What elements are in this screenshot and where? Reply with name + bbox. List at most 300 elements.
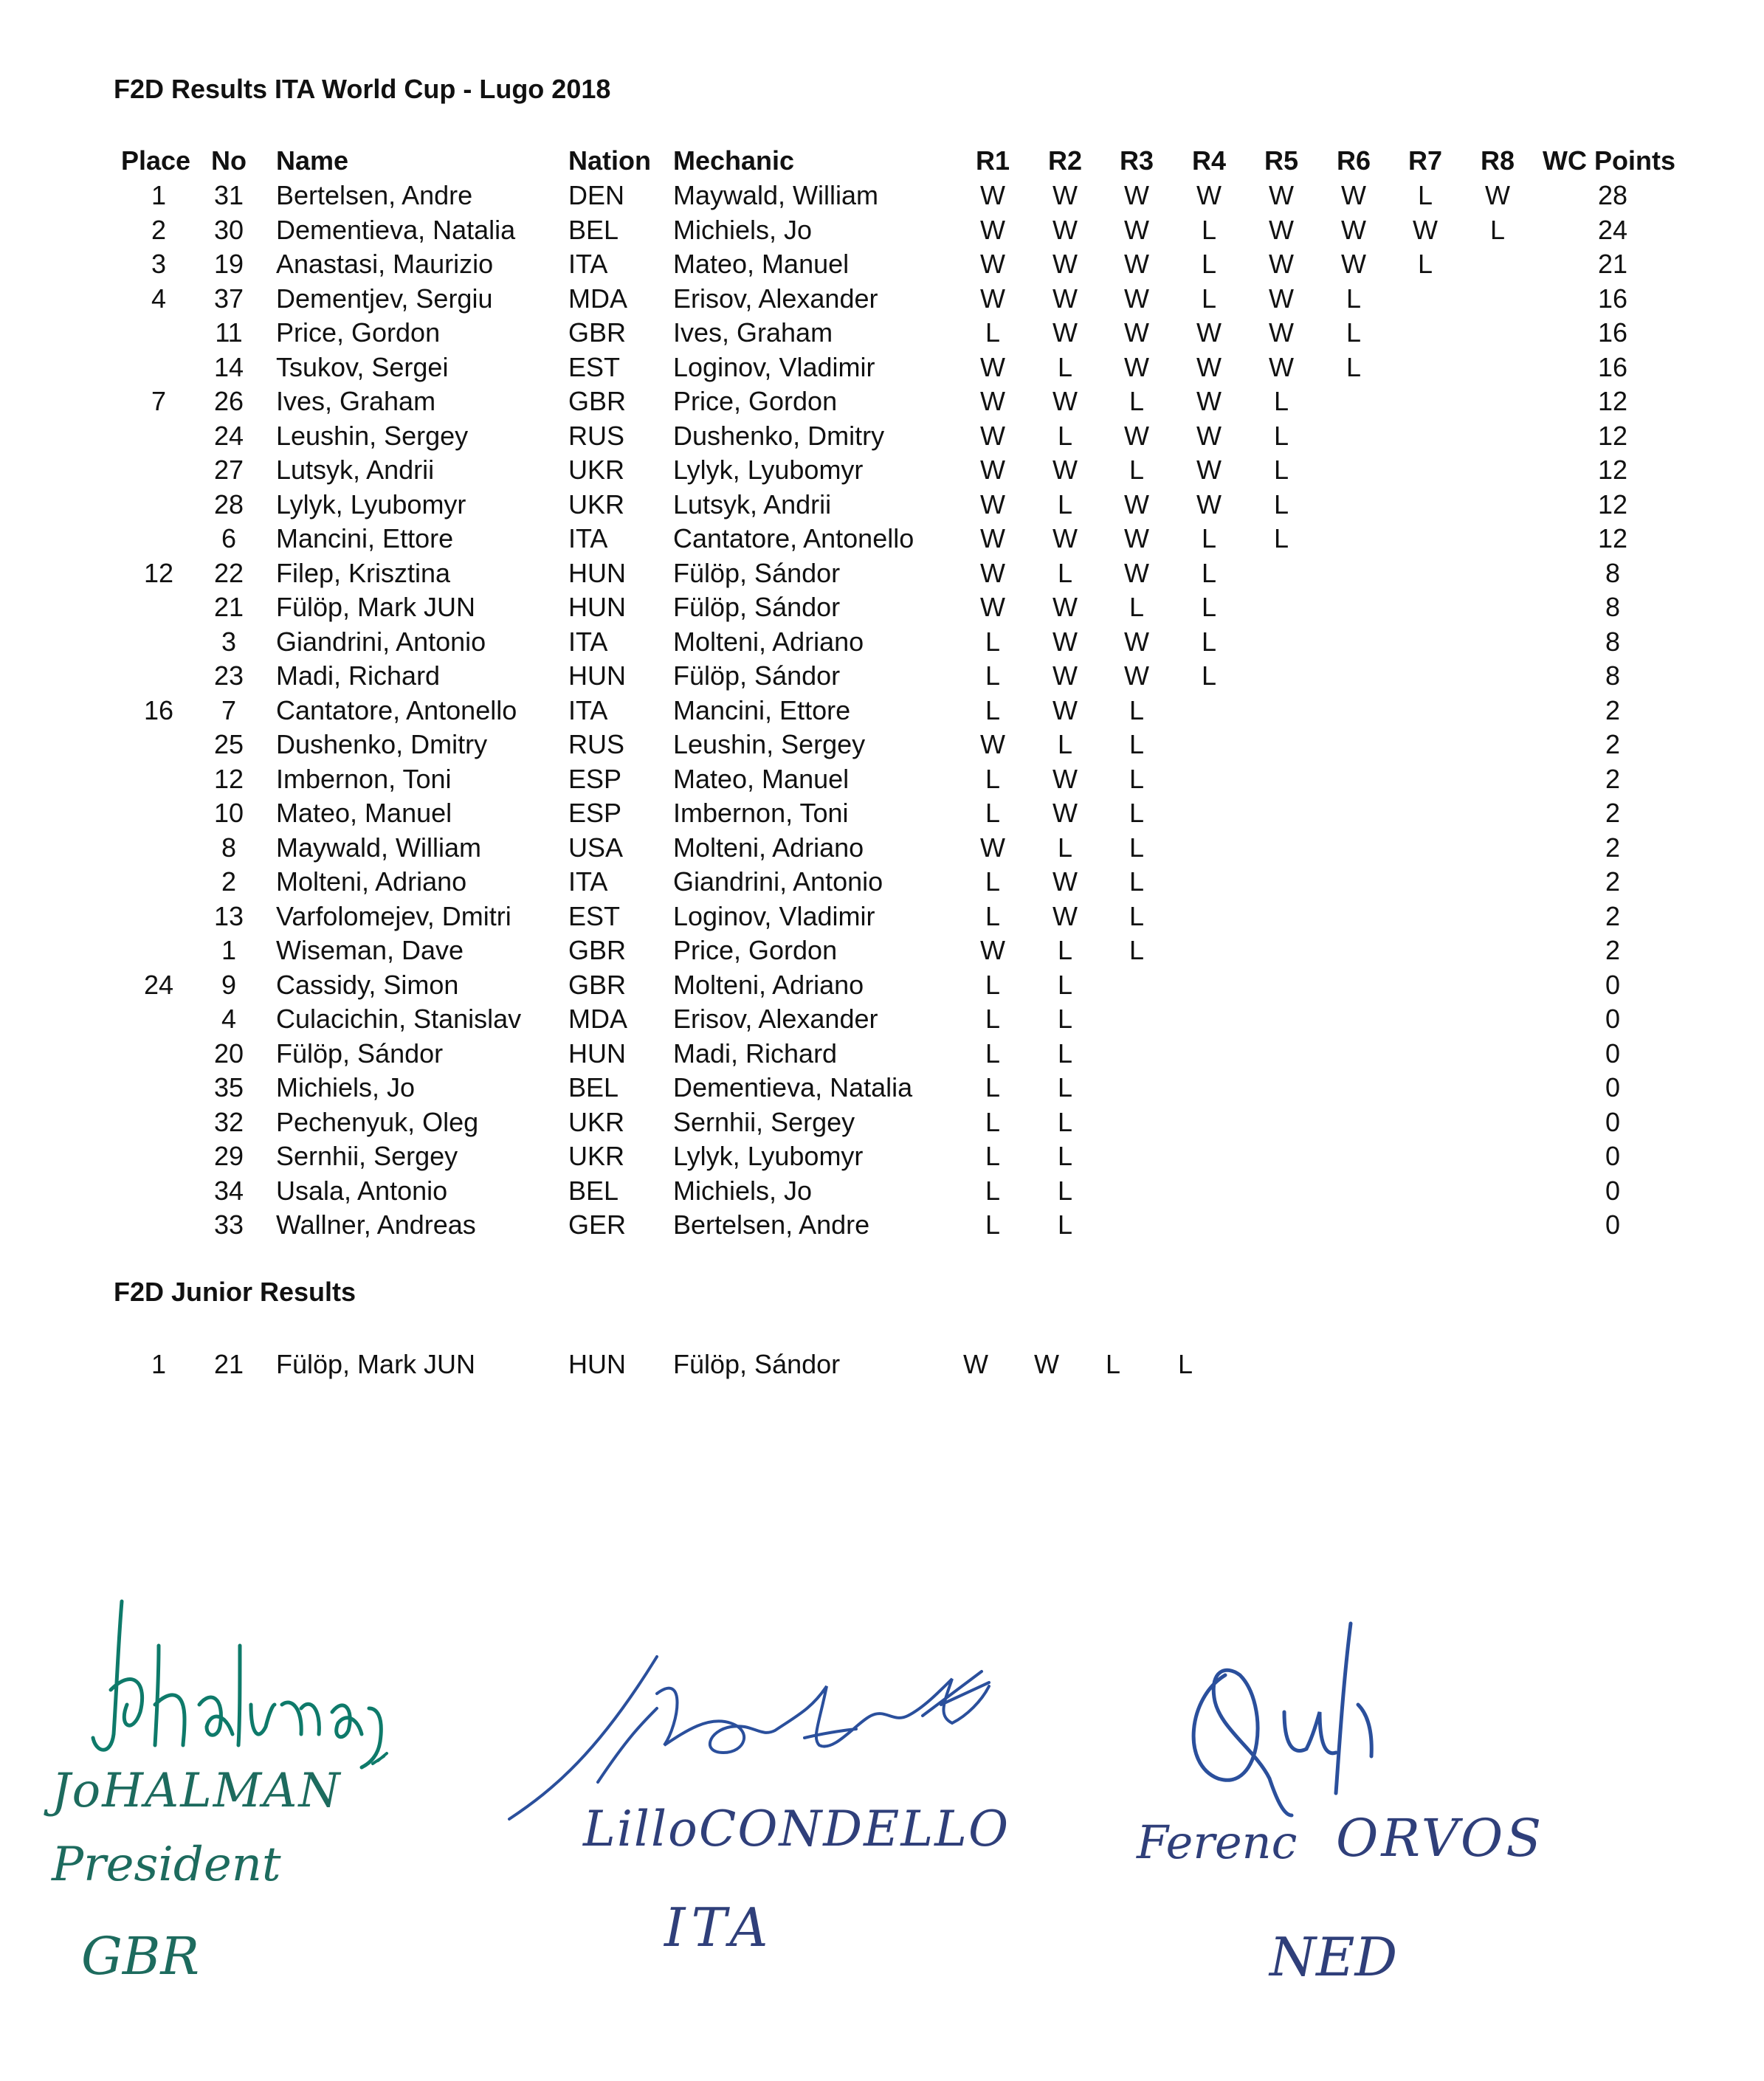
cell-mechanic: Molteni, Adriano xyxy=(673,627,864,657)
signature-center-nation: ITA xyxy=(664,1897,774,1959)
cell-name: Varfolomejev, Dmitri xyxy=(276,901,511,931)
cell-place: 16 xyxy=(143,695,174,725)
cell-r6: L xyxy=(1346,283,1362,314)
cell-name: Dementjev, Sergiu xyxy=(276,283,493,314)
cell-r2: W xyxy=(1052,695,1078,725)
cell-nation: MDA xyxy=(568,1004,627,1034)
cell-no: 22 xyxy=(213,558,244,588)
cell-wc-points: 28 xyxy=(1597,180,1628,210)
cell-place: 2 xyxy=(151,215,167,245)
cell-no: 23 xyxy=(213,660,244,691)
cell-r2: L xyxy=(1057,935,1073,965)
cell-r2: W xyxy=(1052,249,1078,279)
junior-nation: HUN xyxy=(568,1349,626,1379)
cell-wc-points: 12 xyxy=(1597,386,1628,416)
cell-wc-points: 21 xyxy=(1597,249,1628,279)
table-row xyxy=(0,282,1764,316)
cell-nation: EST xyxy=(568,901,621,931)
cell-wc-points: 0 xyxy=(1605,1038,1621,1069)
cell-nation: HUN xyxy=(568,592,626,622)
cell-r1: L xyxy=(985,660,1001,691)
cell-mechanic: Price, Gordon xyxy=(673,935,838,965)
cell-no: 9 xyxy=(221,970,237,1000)
table-row xyxy=(0,453,1764,487)
cell-mechanic: Dushenko, Dmitry xyxy=(673,421,885,451)
cell-wc-points: 8 xyxy=(1605,627,1621,657)
junior-r4: L xyxy=(1177,1349,1193,1379)
header-no: No xyxy=(211,145,247,176)
cell-name: Lutsyk, Andrii xyxy=(276,455,435,485)
cell-r4: L xyxy=(1201,523,1217,553)
cell-r7: L xyxy=(1417,180,1433,210)
cell-r2: W xyxy=(1052,283,1078,314)
signature-center-name: LilloCONDELLO xyxy=(583,1801,1010,1857)
cell-r1: L xyxy=(985,970,1001,1000)
cell-name: Dementieva, Natalia xyxy=(276,215,516,245)
cell-r2: L xyxy=(1057,1107,1073,1137)
cell-r3: W xyxy=(1124,421,1149,451)
cell-r3: W xyxy=(1124,215,1149,245)
table-row xyxy=(0,1174,1764,1208)
cell-r4: W xyxy=(1196,317,1222,348)
cell-r5: L xyxy=(1273,455,1289,485)
cell-nation: BEL xyxy=(568,1176,619,1206)
cell-r1: W xyxy=(980,283,1005,314)
cell-r5: W xyxy=(1269,180,1294,210)
cell-wc-points: 12 xyxy=(1597,421,1628,451)
cell-place: 24 xyxy=(143,970,174,1000)
cell-no: 31 xyxy=(213,180,244,210)
cell-no: 28 xyxy=(213,489,244,520)
signature-right-first-name: Ferenc xyxy=(1137,1815,1298,1869)
cell-mechanic: Lutsyk, Andrii xyxy=(673,489,832,520)
cell-name: Molteni, Adriano xyxy=(276,866,467,897)
cell-r1: W xyxy=(980,592,1005,622)
cell-wc-points: 24 xyxy=(1597,215,1628,245)
cell-nation: GBR xyxy=(568,386,627,416)
cell-no: 10 xyxy=(213,798,244,828)
cell-mechanic: Loginov, Vladimir xyxy=(673,901,875,931)
cell-r1: W xyxy=(980,455,1005,485)
cell-name: Maywald, William xyxy=(276,832,482,863)
cell-nation: BEL xyxy=(568,1072,619,1102)
cell-r1: W xyxy=(980,386,1005,416)
cell-no: 25 xyxy=(213,729,244,759)
signature-president-nation: GBR xyxy=(81,1926,200,1987)
table-row xyxy=(0,1002,1764,1036)
cell-wc-points: 0 xyxy=(1605,1004,1621,1034)
cell-r1: W xyxy=(980,523,1005,553)
cell-no: 27 xyxy=(213,455,244,485)
cell-name: Wiseman, Dave xyxy=(276,935,464,965)
cell-r1: L xyxy=(985,1107,1001,1137)
cell-name: Lylyk, Lyubomyr xyxy=(276,489,466,520)
signature-scribble-center xyxy=(509,1642,996,1819)
cell-wc-points: 8 xyxy=(1605,660,1621,691)
cell-r3: W xyxy=(1124,489,1149,520)
cell-r3: L xyxy=(1129,901,1145,931)
cell-r2: L xyxy=(1057,1038,1073,1069)
table-row xyxy=(0,590,1764,624)
cell-r3: W xyxy=(1124,627,1149,657)
cell-r4: W xyxy=(1196,421,1222,451)
cell-no: 8 xyxy=(221,832,237,863)
cell-nation: GBR xyxy=(568,970,627,1000)
cell-mechanic: Ives, Graham xyxy=(673,317,833,348)
cell-nation: ESP xyxy=(568,798,622,828)
header-r2: R2 xyxy=(1047,145,1083,176)
cell-r3: W xyxy=(1124,317,1149,348)
results-table-header xyxy=(0,144,1764,178)
cell-nation: GBR xyxy=(568,317,627,348)
cell-mechanic: Bertelsen, Andre xyxy=(673,1209,870,1240)
cell-r1: L xyxy=(985,1038,1001,1069)
cell-mechanic: Giandrini, Antonio xyxy=(673,866,883,897)
table-row xyxy=(0,831,1764,865)
cell-r4: W xyxy=(1196,352,1222,382)
cell-no: 14 xyxy=(213,352,244,382)
cell-wc-points: 0 xyxy=(1605,1141,1621,1171)
cell-r1: W xyxy=(980,249,1005,279)
cell-r2: L xyxy=(1057,1072,1073,1102)
table-row xyxy=(0,419,1764,453)
cell-r3: L xyxy=(1129,832,1145,863)
header-r6: R6 xyxy=(1336,145,1371,176)
cell-no: 20 xyxy=(213,1038,244,1069)
cell-r5: L xyxy=(1273,489,1289,520)
cell-wc-points: 0 xyxy=(1605,970,1621,1000)
cell-nation: UKR xyxy=(568,1141,625,1171)
cell-r3: W xyxy=(1124,558,1149,588)
table-row xyxy=(0,1037,1764,1071)
junior-r3: L xyxy=(1105,1349,1121,1379)
header-r4: R4 xyxy=(1191,145,1227,176)
cell-r3: W xyxy=(1124,283,1149,314)
table-row xyxy=(0,1105,1764,1139)
table-row xyxy=(0,762,1764,796)
cell-r2: W xyxy=(1052,660,1078,691)
cell-place: 12 xyxy=(143,558,174,588)
cell-r8: L xyxy=(1489,215,1506,245)
cell-mechanic: Dementieva, Natalia xyxy=(673,1072,913,1102)
cell-no: 4 xyxy=(221,1004,237,1034)
cell-mechanic: Molteni, Adriano xyxy=(673,832,864,863)
cell-no: 26 xyxy=(213,386,244,416)
cell-r3: W xyxy=(1124,660,1149,691)
cell-wc-points: 2 xyxy=(1605,764,1621,794)
cell-place: 3 xyxy=(151,249,167,279)
cell-r1: W xyxy=(980,729,1005,759)
cell-nation: RUS xyxy=(568,729,625,759)
cell-r3: L xyxy=(1129,455,1145,485)
cell-r3: L xyxy=(1129,866,1145,897)
cell-r1: L xyxy=(985,1209,1001,1240)
cell-name: Dushenko, Dmitry xyxy=(276,729,488,759)
cell-r2: L xyxy=(1057,832,1073,863)
cell-wc-points: 2 xyxy=(1605,901,1621,931)
cell-r1: L xyxy=(985,901,1001,931)
cell-r2: W xyxy=(1052,317,1078,348)
cell-r2: L xyxy=(1057,558,1073,588)
junior-r1: W xyxy=(963,1349,988,1379)
cell-r2: W xyxy=(1052,523,1078,553)
cell-place: 4 xyxy=(151,283,167,314)
cell-no: 7 xyxy=(221,695,237,725)
cell-nation: ITA xyxy=(568,695,608,725)
cell-no: 3 xyxy=(221,627,237,657)
cell-name: Leushin, Sergey xyxy=(276,421,469,451)
cell-mechanic: Mateo, Manuel xyxy=(673,764,850,794)
cell-r4: L xyxy=(1201,592,1217,622)
cell-nation: EST xyxy=(568,352,621,382)
table-row xyxy=(0,556,1764,590)
cell-no: 24 xyxy=(213,421,244,451)
cell-r3: L xyxy=(1129,935,1145,965)
table-row xyxy=(0,694,1764,728)
cell-nation: ITA xyxy=(568,627,608,657)
table-row xyxy=(0,1071,1764,1105)
cell-r2: W xyxy=(1052,386,1078,416)
cell-name: Anastasi, Maurizio xyxy=(276,249,494,279)
cell-name: Culacichin, Stanislav xyxy=(276,1004,522,1034)
cell-name: Imbernon, Toni xyxy=(276,764,452,794)
signature-right-last-name: ORVOS xyxy=(1336,1808,1545,1868)
cell-nation: HUN xyxy=(568,558,626,588)
cell-mechanic: Fülöp, Sándor xyxy=(673,660,841,691)
header-wc-points: WC Points xyxy=(1543,145,1675,176)
cell-name: Filep, Krisztina xyxy=(276,558,451,588)
cell-wc-points: 2 xyxy=(1605,695,1621,725)
cell-wc-points: 2 xyxy=(1605,832,1621,863)
cell-nation: GBR xyxy=(568,935,627,965)
cell-name: Mancini, Ettore xyxy=(276,523,454,553)
header-name: Name xyxy=(276,145,349,176)
junior-place: 1 xyxy=(151,1349,167,1379)
signature-president-name: JoHALMAN xyxy=(52,1764,342,1818)
table-row xyxy=(0,247,1764,281)
table-row xyxy=(0,968,1764,1002)
cell-nation: BEL xyxy=(568,215,619,245)
cell-no: 37 xyxy=(213,283,244,314)
cell-wc-points: 8 xyxy=(1605,592,1621,622)
junior-r2: W xyxy=(1034,1349,1059,1379)
cell-r2: L xyxy=(1057,1141,1073,1171)
cell-name: Michiels, Jo xyxy=(276,1072,416,1102)
cell-r6: W xyxy=(1341,180,1366,210)
cell-wc-points: 12 xyxy=(1597,489,1628,520)
cell-r1: W xyxy=(980,352,1005,382)
cell-r2: L xyxy=(1057,1209,1073,1240)
junior-mechanic: Fülöp, Sándor xyxy=(673,1349,841,1379)
junior-results-title: F2D Junior Results xyxy=(114,1277,356,1307)
cell-no: 11 xyxy=(215,317,243,348)
cell-nation: MDA xyxy=(568,283,627,314)
cell-no: 34 xyxy=(213,1176,244,1206)
cell-no: 6 xyxy=(221,523,237,553)
cell-wc-points: 0 xyxy=(1605,1209,1621,1240)
cell-wc-points: 12 xyxy=(1597,523,1628,553)
cell-mechanic: Cantatore, Antonello xyxy=(673,523,914,553)
cell-r1: W xyxy=(980,935,1005,965)
table-row xyxy=(0,351,1764,384)
cell-r8: W xyxy=(1485,180,1510,210)
cell-mechanic: Mancini, Ettore xyxy=(673,695,851,725)
table-row xyxy=(0,659,1764,693)
cell-wc-points: 0 xyxy=(1605,1176,1621,1206)
cell-nation: USA xyxy=(568,832,624,863)
cell-r1: L xyxy=(985,798,1001,828)
cell-r1: L xyxy=(985,1141,1001,1171)
cell-r1: W xyxy=(980,832,1005,863)
cell-r5: L xyxy=(1273,421,1289,451)
signature-center xyxy=(509,1642,996,1819)
junior-no: 21 xyxy=(213,1349,244,1379)
cell-r1: W xyxy=(980,421,1005,451)
cell-name: Bertelsen, Andre xyxy=(276,180,473,210)
cell-r1: W xyxy=(980,215,1005,245)
signature-president xyxy=(89,1587,399,1778)
header-nation: Nation xyxy=(568,145,651,176)
table-row xyxy=(0,933,1764,967)
cell-mechanic: Loginov, Vladimir xyxy=(673,352,875,382)
table-row xyxy=(0,1208,1764,1242)
page-title: F2D Results ITA World Cup - Lugo 2018 xyxy=(114,74,611,104)
cell-mechanic: Sernhii, Sergey xyxy=(673,1107,855,1137)
cell-no: 33 xyxy=(213,1209,244,1240)
table-row xyxy=(0,522,1764,556)
cell-mechanic: Price, Gordon xyxy=(673,386,838,416)
table-row xyxy=(0,625,1764,659)
cell-no: 21 xyxy=(213,592,244,622)
cell-r1: L xyxy=(985,866,1001,897)
cell-name: Cantatore, Antonello xyxy=(276,695,517,725)
cell-mechanic: Michiels, Jo xyxy=(673,215,813,245)
cell-r1: W xyxy=(980,558,1005,588)
cell-nation: ESP xyxy=(568,764,622,794)
cell-no: 30 xyxy=(213,215,244,245)
cell-r2: L xyxy=(1057,729,1073,759)
cell-r2: L xyxy=(1057,1176,1073,1206)
cell-r2: W xyxy=(1052,180,1078,210)
cell-r4: L xyxy=(1201,249,1217,279)
cell-r7: L xyxy=(1417,249,1433,279)
table-row xyxy=(0,900,1764,933)
cell-r4: L xyxy=(1201,215,1217,245)
cell-r3: L xyxy=(1129,729,1145,759)
header-r8: R8 xyxy=(1480,145,1515,176)
cell-mechanic: Michiels, Jo xyxy=(673,1176,813,1206)
cell-r4: W xyxy=(1196,489,1222,520)
cell-nation: RUS xyxy=(568,421,625,451)
cell-r5: W xyxy=(1269,249,1294,279)
cell-r7: W xyxy=(1413,215,1438,245)
cell-r5: L xyxy=(1273,386,1289,416)
cell-mechanic: Fülöp, Sándor xyxy=(673,558,841,588)
cell-wc-points: 0 xyxy=(1605,1072,1621,1102)
cell-no: 12 xyxy=(213,764,244,794)
cell-mechanic: Molteni, Adriano xyxy=(673,970,864,1000)
cell-name: Tsukov, Sergei xyxy=(276,352,449,382)
cell-nation: ITA xyxy=(568,523,608,553)
signature-president-role: President xyxy=(52,1837,281,1892)
table-row xyxy=(0,865,1764,899)
cell-no: 32 xyxy=(213,1107,244,1137)
cell-no: 19 xyxy=(213,249,244,279)
cell-r2: L xyxy=(1057,970,1073,1000)
cell-wc-points: 2 xyxy=(1605,729,1621,759)
cell-no: 35 xyxy=(213,1072,244,1102)
junior-results-row xyxy=(0,1347,1764,1381)
cell-r3: W xyxy=(1124,352,1149,382)
cell-no: 2 xyxy=(221,866,237,897)
cell-wc-points: 12 xyxy=(1597,455,1628,485)
cell-nation: HUN xyxy=(568,1038,626,1069)
cell-name: Cassidy, Simon xyxy=(276,970,459,1000)
header-mechanic: Mechanic xyxy=(673,145,795,176)
cell-nation: UKR xyxy=(568,455,625,485)
table-row xyxy=(0,316,1764,350)
junior-name: Fülöp, Mark JUN xyxy=(276,1349,476,1379)
cell-nation: DEN xyxy=(568,180,625,210)
cell-r6: L xyxy=(1346,352,1362,382)
cell-name: Wallner, Andreas xyxy=(276,1209,476,1240)
header-r1: R1 xyxy=(975,145,1010,176)
cell-r5: W xyxy=(1269,283,1294,314)
cell-r4: W xyxy=(1196,455,1222,485)
cell-nation: UKR xyxy=(568,489,625,520)
cell-r2: W xyxy=(1052,798,1078,828)
cell-place: 7 xyxy=(151,386,167,416)
cell-r3: W xyxy=(1124,180,1149,210)
header-r7: R7 xyxy=(1408,145,1443,176)
cell-name: Madi, Richard xyxy=(276,660,441,691)
cell-name: Ives, Graham xyxy=(276,386,436,416)
cell-place: 1 xyxy=(151,180,167,210)
cell-r6: W xyxy=(1341,215,1366,245)
cell-r2: W xyxy=(1052,215,1078,245)
cell-r4: L xyxy=(1201,660,1217,691)
cell-r3: L xyxy=(1129,764,1145,794)
cell-no: 13 xyxy=(213,901,244,931)
cell-mechanic: Erisov, Alexander xyxy=(673,1004,878,1034)
cell-r3: L xyxy=(1129,386,1145,416)
cell-nation: UKR xyxy=(568,1107,625,1137)
cell-name: Sernhii, Sergey xyxy=(276,1141,458,1171)
cell-r6: W xyxy=(1341,249,1366,279)
table-row xyxy=(0,179,1764,213)
table-row xyxy=(0,213,1764,247)
cell-r1: W xyxy=(980,489,1005,520)
cell-wc-points: 16 xyxy=(1597,283,1628,314)
cell-mechanic: Leushin, Sergey xyxy=(673,729,866,759)
cell-wc-points: 0 xyxy=(1605,1107,1621,1137)
cell-mechanic: Erisov, Alexander xyxy=(673,283,878,314)
cell-r5: W xyxy=(1269,352,1294,382)
cell-wc-points: 16 xyxy=(1597,317,1628,348)
cell-r1: L xyxy=(985,317,1001,348)
signature-scribble-right xyxy=(1174,1594,1417,1815)
cell-r2: W xyxy=(1052,764,1078,794)
cell-name: Mateo, Manuel xyxy=(276,798,452,828)
cell-mechanic: Fülöp, Sándor xyxy=(673,592,841,622)
cell-name: Fülöp, Mark JUN xyxy=(276,592,476,622)
header-place: Place xyxy=(121,145,191,176)
cell-r2: L xyxy=(1057,352,1073,382)
cell-mechanic: Madi, Richard xyxy=(673,1038,838,1069)
cell-r3: W xyxy=(1124,249,1149,279)
cell-wc-points: 2 xyxy=(1605,798,1621,828)
cell-wc-points: 2 xyxy=(1605,935,1621,965)
